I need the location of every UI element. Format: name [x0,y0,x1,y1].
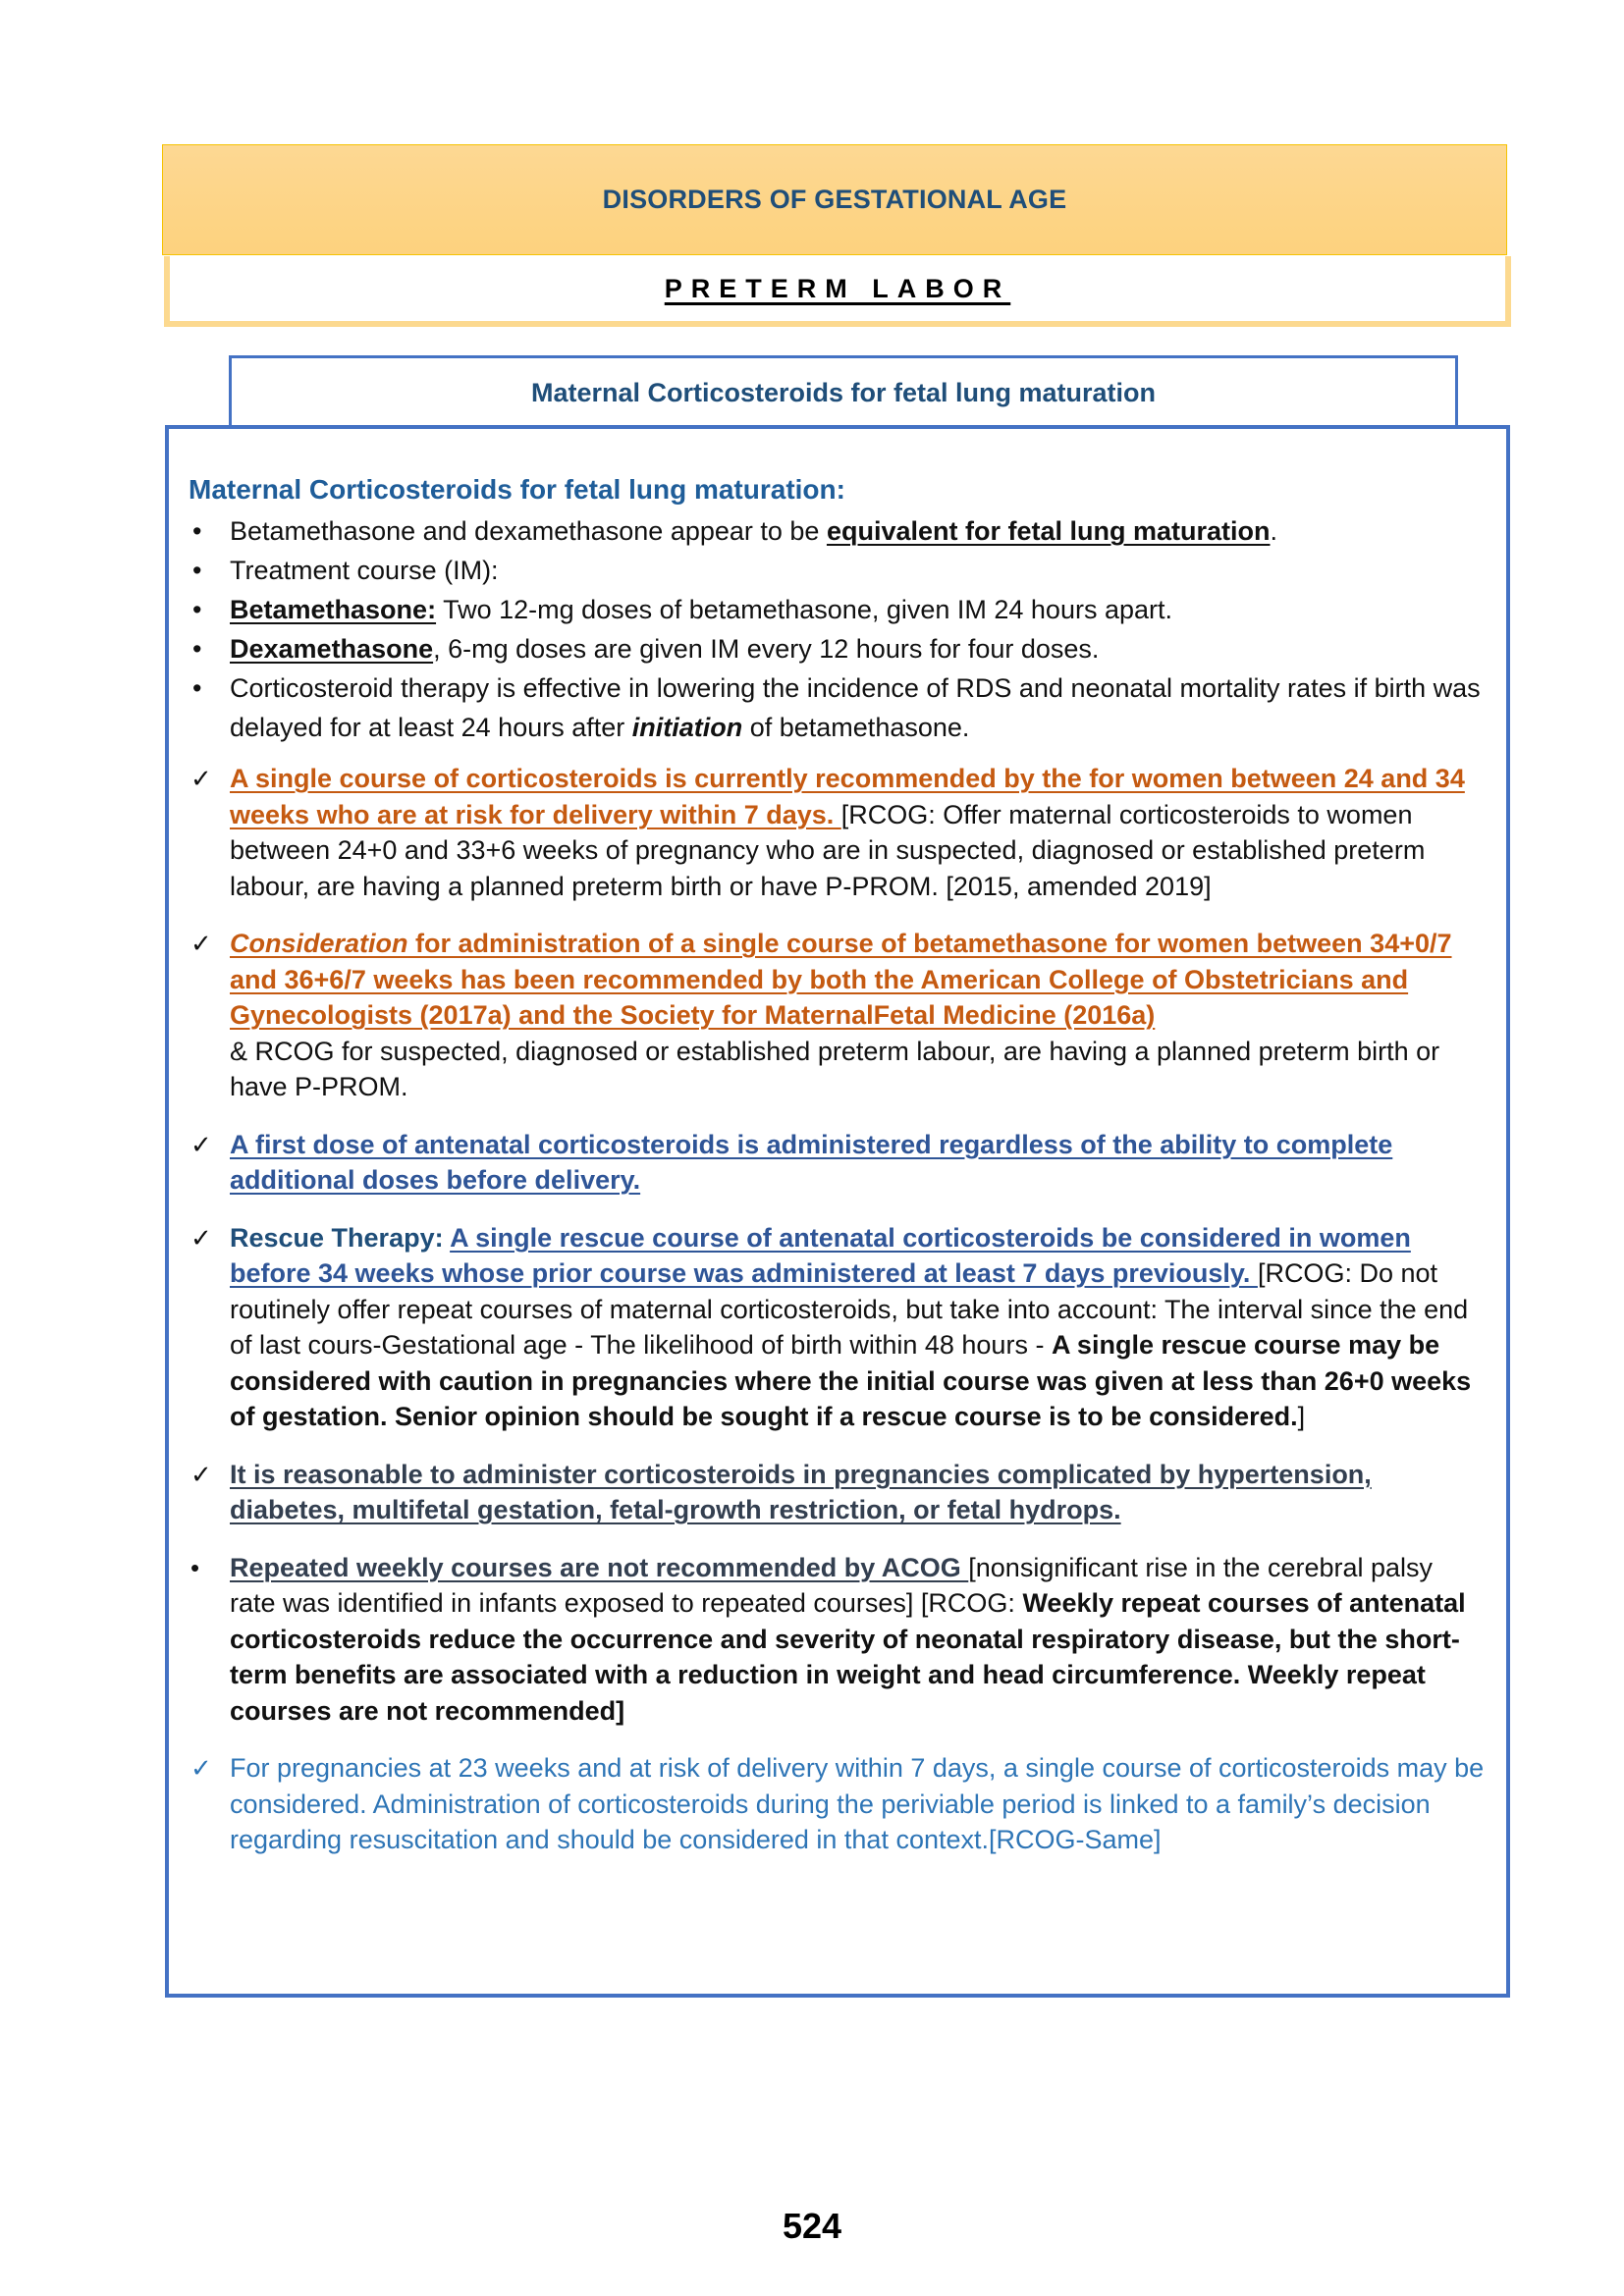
section-title: PRETERM LABOR [664,273,1011,303]
drug-label: Betamethasone: [230,595,437,624]
chapter-header [162,144,1507,255]
checkmark-icon: ✓ [190,929,212,958]
highlight-text: Repeated weekly courses are not recommended by ACOG [230,1552,969,1582]
bullet-list [189,511,1485,747]
bullet-icon: • [192,516,202,546]
checkmark-icon: ✓ [190,1459,212,1489]
highlight-text: for administration of a single course of betamethasone for women between 34+0/7 and 36+6/7 weeks has been recommended by both the American College of Obstetricians and Gynecologists (2017a) and the Society for MaternalFetal Medicine (2016a) [230,929,1452,1030]
content-heading: Maternal Corticosteroids for fetal lung maturation: [189,474,845,505]
section-header [164,256,1511,327]
bullet-icon: • [192,673,202,703]
topic-title: Maternal Corticosteroids for fetal lung maturation [530,378,1157,407]
recommendation-item: ✓ Rescue Therapy: A single rescue course of antenatal corticosteroids be considered in women before 34 weeks whose prior course was administered at least 7 days previously. [RCOG: Do not routinely offer repeat courses of maternal corticosteroids, but take into account: The interval since the end of last cours-Gestational age - The likelihood of birth within 48 hours - A single rescue course may be considered with caution in pregnancies where the initial course was given at less than 26+0 weeks of gestation. Senior opinion should be sought if a rescue course is to be considered.] [189,1220,1485,1435]
item-label: Rescue Therapy: [230,1222,451,1253]
highlight-text: A single course of corticosteroids is currently recommended by the for women between 24 and 34 weeks who are at risk for delivery within 7 days. [230,764,1465,829]
highlight-text: A single rescue course of antenatal corticosteroids be considered in women before 34 weeks whose prior course was administered at least 7 days previously. [230,1222,1411,1288]
bullet-item: • Betamethasone and dexamethasone appear to be equivalent for fetal lung maturation. [189,511,1485,551]
emphasis: Consideration [230,929,408,958]
bullet-icon: • [192,595,202,624]
checkmark-icon: ✓ [190,1222,212,1253]
checkmark-icon: ✓ [190,1753,212,1783]
drug-label: Dexamethasone [230,634,434,664]
recommendation-item [189,1750,1485,1858]
content-box [165,425,1510,1998]
chapter-title: DISORDERS OF GESTATIONAL AGE [602,185,1067,214]
checkmark-icon: ✓ [190,1129,212,1159]
highlight-text: A first dose of antenatal corticosteroids is administered regardless of the ability to complete additional doses before delivery. [230,1129,1393,1195]
recommendation-item: • Repeated weekly courses are not recommended by ACOG [nonsignificant rise in the cerebral palsy rate was identified in infants exposed to repeated courses] [RCOG: Weekly repeat courses of antenatal corticosteroids reduce the occurrence and severity of neonatal respiratory disease, but the short-term benefits are associated with a reduction in weight and head circumference. Weekly repeat courses are not recommended] [189,1550,1485,1730]
bullet-item: • Dexamethasone, 6-mg doses are given IM every 12 hours for four doses. [189,629,1485,668]
topic-title-box [229,355,1458,428]
recommendation-list [189,761,1485,1858]
recommendation-item: ✓ A single course of corticosteroids is currently recommended by the for women between 24 and 34 weeks who are at risk for delivery within 7 days. [RCOG: Offer maternal corticosteroids to women between 24+0 and 33+6 weeks of pregnancy who are in suspected, diagnosed or established preterm labour, are having a planned preterm birth or have P-PROM. [2015, amended 2019] [189,761,1485,904]
emphasis: initiation [631,713,743,742]
bullet-item: • Corticosteroid therapy is effective in lowering the incidence of RDS and neonatal mortality rates if birth was delayed for at least 24 hours after initiation of betamethasone. [189,668,1485,747]
emphasis: equivalent for fetal lung maturation [826,516,1271,546]
bullet-icon: • [192,556,202,585]
bullet-item: • Treatment course (IM): [189,551,1485,590]
item-text: For pregnancies at 23 weeks and at risk of delivery within 7 days, a single course of corticosteroids may be considered. Administration of corticosteroids during the periviable period is linked to a family’s decision regarding resuscitation and should be considered in that context.[RCOG-Same] [230,1753,1485,1854]
bullet-item: • Betamethasone: Two 12-mg doses of betamethasone, given IM 24 hours apart. [189,590,1485,629]
checkmark-icon: ✓ [190,764,212,793]
bullet-icon: • [192,634,202,664]
page-number: 524 [782,2206,842,2246]
recommendation-item [189,1457,1485,1528]
recommendation-item [189,1127,1485,1199]
highlight-text: It is reasonable to administer corticosteroids in pregnancies complicated by hypertension, diabetes, multifetal gestation, fetal-growth restriction, or fetal hydrops. [230,1459,1372,1524]
recommendation-item: ✓ Consideration for administration of a single course of betamethasone for women between 34+0/7 and 36+6/7 weeks has been recommended by both the American College of Obstetricians and Gynecologists (2017a) and the Society for MaternalFetal Medicine (2016a) & RCOG for suspected, diagnosed or established preterm labour, are having a planned preterm birth or have P-PROM. [189,926,1485,1105]
bullet-icon: • [190,1552,200,1582]
